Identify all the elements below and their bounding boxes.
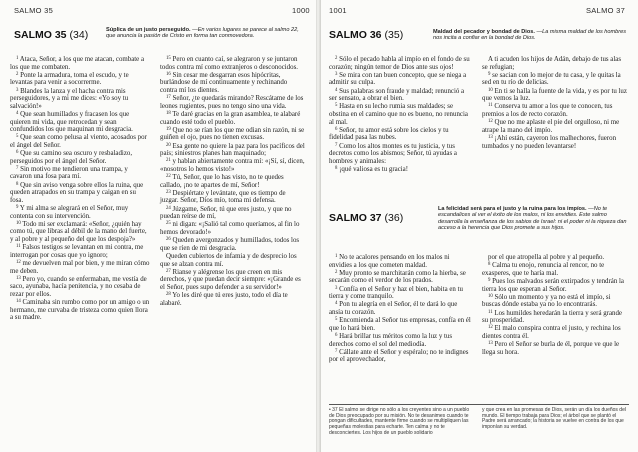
verse xyxy=(482,325,628,340)
verse xyxy=(482,294,628,309)
verse xyxy=(482,72,628,87)
psalm-36-number: (35) xyxy=(384,29,404,41)
verse-number: 3 xyxy=(335,71,338,77)
verse-number: 5 xyxy=(16,134,19,140)
verse xyxy=(482,254,628,262)
verse xyxy=(10,260,150,275)
psalm-37-title: SALMO 37 (36) xyxy=(329,212,404,224)
verse xyxy=(329,270,473,285)
verse-number: 24 xyxy=(166,205,171,211)
verse-number: 9 xyxy=(488,277,491,283)
verse-number: 8 xyxy=(488,262,491,268)
verse xyxy=(482,135,628,150)
verse xyxy=(160,111,305,126)
running-head-left: SALMO 35 xyxy=(14,6,54,15)
verse-text: Pues los malvados serán extirpados y tendrán la tierra los que esperan al Señor. xyxy=(482,277,624,293)
verse-text: Hará brillar tus méritos como la luz y tus derechos como el sol del mediodía. xyxy=(329,332,453,348)
verse-number: 9 xyxy=(488,71,491,77)
verse-number: 4 xyxy=(335,301,338,307)
footnote-column-2: y que crea en las promesas de Dios, serán un día los dueños del mundo. El tiempo trabaja para Dios; el árbol que se plantó el Padre será arrancado; la historia se vuelve en contra de los que imponían su verdad. xyxy=(482,407,626,431)
verse xyxy=(482,119,628,134)
verse xyxy=(160,143,305,158)
verse-number: 6 xyxy=(335,332,338,338)
verse-text: Muy pronto se marchitarán como la hierba, se secarán como el verdor de los prados. xyxy=(329,269,466,285)
verse xyxy=(329,317,473,332)
psalm-37-subtitle: La felicidad será para el justo y la ruina para los impíos. —No te escandalices al ver el éxito de los malos, ni los envidies. Este salmo desarrolla la enseñanza de los sabios de Israel: ni el poder ni la riqueza dan acceso a la herencia que Dios promete a sus hijos. xyxy=(438,206,627,231)
page-number-right: 1001 xyxy=(329,6,347,15)
verse-number: 3 xyxy=(335,285,338,291)
running-head-right: SALMO 37 xyxy=(586,6,626,15)
verse xyxy=(329,254,473,269)
verse-text: Tú, Señor, que lo has visto, no te quedes callado, ¡no te apartes de mí, Señor! xyxy=(160,174,284,189)
verse-text: En ti se halla la fuente de la vida, y es por tu luz que vemos la luz. xyxy=(482,87,627,103)
verse-number: 20 xyxy=(166,142,171,148)
verse xyxy=(10,221,150,244)
verse-number: 26 xyxy=(166,237,171,243)
verse-text: Sin motivo me tendieron una trampa, y cavaron una fosa para mí. xyxy=(10,165,128,181)
verse-text: Que sin aviso venga sobre ellos la ruina, que queden atrapados en su trampa y caigan en su fosa. xyxy=(10,181,144,204)
verse-number: 19 xyxy=(166,126,171,132)
verse-number: 4 xyxy=(16,110,19,116)
verse-text: Conserva tu amor a los que te conocen, tus premios a los de recto corazón. xyxy=(482,103,613,118)
verse xyxy=(482,262,628,277)
verse-text: Ponte la armadura, toma el escudo, y te levantas para venir a socorrerme. xyxy=(10,71,129,87)
verse xyxy=(329,286,473,301)
verse xyxy=(329,56,473,71)
verse xyxy=(482,103,628,118)
verse xyxy=(482,310,628,325)
verse-text: Confía en el Señor y haz el bien, habita en tu tierra y come tranquilo. xyxy=(329,285,463,301)
verse xyxy=(10,299,150,322)
footnote-divider xyxy=(329,404,629,405)
verse xyxy=(329,103,473,126)
verse-number: 10 xyxy=(16,220,21,226)
verse xyxy=(329,127,473,142)
verse xyxy=(160,190,305,205)
verse-number: 8 xyxy=(16,181,19,187)
psalm-36-column-2 xyxy=(482,56,628,150)
verse-text: A ti acuden los hijos de Adán, debajo de tus alas se refugian; xyxy=(482,56,622,71)
verse xyxy=(160,292,305,307)
verse-text: Sus palabras son fraude y maldad; renunció a ser sensato, a obrar el bien. xyxy=(329,87,465,103)
verse-text: Pero el Señor se burla de él, porque ve que le llega su hora. xyxy=(482,341,620,356)
verse-number: 8 xyxy=(335,165,338,171)
verse-text: Yo les diré que tú eres justo, todo el día te alabaré. xyxy=(160,292,288,307)
verse-text: Queden avergonzados y humillados, todos los que se ríen de mi desgracia. xyxy=(160,237,300,252)
psalm-36-subtitle: Maldad del pecador y bondad de Dios. —La misma maldad de los hombres nos incita a confiar en la bondad de Dios. xyxy=(433,29,627,42)
verse-text: Caminaba sin rumbo como por un amigo o un hermano, me curvaba de tristeza como quien llora a su madre. xyxy=(10,299,150,322)
verse-number: 5 xyxy=(335,317,338,323)
verse-text: me devuelven mal por bien, y me miran cómo me deben. xyxy=(10,259,150,275)
verse-text: Señor, ¿te quedarás mirando? Rescátame de los leones rugientes, pues no tengo sino una vida. xyxy=(160,95,304,110)
verse-number: 12 xyxy=(488,119,493,125)
verse xyxy=(160,127,305,142)
verse-text: ni digan: «¡Salió tal como queríamos, al fin lo hemos devorado!» xyxy=(160,221,300,236)
verse-text: Falsos testigos se levantan en mi contra, me interrogan por cosas que yo ignoro; xyxy=(10,244,144,259)
verse xyxy=(160,253,305,268)
verse xyxy=(10,205,150,220)
verse-text: Pero en cuanto caí, se alegraron y se juntaron todos contra mí como extranjeros o desconocidos. xyxy=(160,56,298,71)
verse xyxy=(482,56,628,71)
verse xyxy=(329,349,473,364)
verse-text: Todo mi ser exclamará: «Señor, ¿quién hay como tú, que libras al débil de la mano del fuerte, y al pobre y al pequeño del que los despoja?» xyxy=(10,220,147,243)
verse xyxy=(160,72,305,95)
psalm-35-subtitle: Súplica de un justo perseguido. —En varios lugares se parece al salmo 22, que anuncia la pasión de Cristo en forma tan conmovedora. xyxy=(106,27,299,40)
verse-number: 7 xyxy=(335,142,338,148)
verse-number: 1 xyxy=(335,254,338,259)
verse-number: 7 xyxy=(335,348,338,354)
verse-text: por el que atropella al pobre y al pequeño. xyxy=(488,254,605,261)
verse-number: 4 xyxy=(335,87,338,93)
verse xyxy=(329,301,473,316)
verse-number: 23 xyxy=(166,189,171,195)
verse-number: 15 xyxy=(166,56,171,61)
verse xyxy=(329,72,473,87)
verse xyxy=(10,56,150,71)
verse xyxy=(160,158,305,173)
verse-number: 13 xyxy=(16,275,21,281)
verse xyxy=(10,111,150,134)
verse xyxy=(10,150,150,165)
verse-number: 13 xyxy=(488,341,493,347)
verse-text: Encomienda al Señor tus empresas, confía en él que lo hará bien. xyxy=(329,317,471,332)
verse-text: ¡Ahí están, cayeron los malhechores, fueron tumbados y no pueden levantarse! xyxy=(482,134,617,150)
verse-number: 22 xyxy=(166,174,171,180)
verse xyxy=(160,95,305,110)
verse-text: Pon tu alegría en el Señor, él te dará lo que ansía tu corazón. xyxy=(329,301,458,316)
verse-number: 6 xyxy=(16,150,19,156)
verse-text: Queden cubiertos de infamia y de desprecio los que se alzan contra mí. xyxy=(160,252,297,268)
verse-text: Blandes la lanza y el hacha contra mis perseguidores, y a mi me dices: «Yo soy tu salvación!» xyxy=(10,87,129,110)
verse-number: 2 xyxy=(16,71,19,77)
verse-text: Los humildes heredarán la tierra y será grande su prosperidad. xyxy=(482,309,622,325)
verse-number: 11 xyxy=(488,103,493,109)
verse xyxy=(10,276,150,299)
verse xyxy=(329,333,473,348)
verse-number: 10 xyxy=(488,293,493,299)
psalm-37-column-1 xyxy=(329,254,473,364)
psalm-35-column-2 xyxy=(160,56,305,307)
verse-text: Que su camino sea oscuro y resbaladizo, perseguidos por el ángel del Señor. xyxy=(10,150,133,165)
verse-text: El malo conspira contra el justo, y rechina los dientes contra él. xyxy=(482,325,621,340)
verse-number: 25 xyxy=(166,221,171,227)
verse-text: Despiértate y levántate, que es tiempo de juzgar. Señor, Dios mío, toma mi defensa. xyxy=(160,189,286,205)
verse-text: Señor, tu amor está sobre los cielos y tu fidelidad pasa las nubes. xyxy=(329,126,449,142)
psalm-36-title: SALMO 36 (35) xyxy=(329,29,404,41)
verse-text: y hablan abiertamente contra mí: «¡Sí, sí, dicen, «nosotros lo hemos visto!» xyxy=(160,158,305,173)
verse-text: Se mira con tan buen concepto, que se niega a admitir su culpa. xyxy=(329,71,467,87)
verse-text: Júzgame, Señor, tú que eres justo, y que no puedan reírse de mí, xyxy=(160,205,292,221)
verse xyxy=(10,72,150,87)
verse-text: Calma tu enojo, renuncia al rencor, no te exasperes, que te haría mal. xyxy=(482,262,605,277)
verse xyxy=(160,56,305,71)
psalm-35-column-1 xyxy=(10,56,150,322)
footnote-column-1: • 37 El salmo se dirige no sólo a los creyentes sino a un pueblo de Dios preocupado por su misión. No te desanimes cuando te pongan dificultades, mantente firme cuando se multipliquen las pequeñas molestias para echarte. Ten calma y no te desconciertes. Los hijos de un pueblo solidario xyxy=(329,407,470,436)
verse-number: 9 xyxy=(16,205,19,211)
verse xyxy=(329,143,473,166)
verse xyxy=(160,221,305,236)
verse-number: 2 xyxy=(335,56,338,61)
verse xyxy=(10,134,150,149)
verse-text: Pero yo, cuando se enfermaban, me vestía de saco, ayunaba, hacía penitencia, y no cesaba de rezar por ellos. xyxy=(10,275,147,298)
verse-text: se sacian con lo mejor de tu casa, y le quitas la sed en tu río de delicias. xyxy=(482,71,621,87)
page-number-left: 1000 xyxy=(292,6,310,15)
verse-number: 5 xyxy=(335,103,338,109)
verse-number: 27 xyxy=(166,268,171,274)
verse-number: 28 xyxy=(166,292,171,298)
verse xyxy=(482,88,628,103)
verse xyxy=(160,206,305,221)
verse-text: Sin cesar me desgarran esos hipócritas, burlándose de mí continuamente y rechinando contra mí los dientes. xyxy=(160,71,288,94)
verse xyxy=(482,278,628,293)
verse-number: 11 xyxy=(488,309,493,315)
verse-text: Sólo un momento y ya no está el impío, si buscas dónde estaba ya no lo encontrarás. xyxy=(482,293,611,309)
verse-text: Cállate ante el Señor y espéralo; no te indignes por el aprovechador, xyxy=(329,348,469,364)
psalm-36-column-1 xyxy=(329,56,473,173)
right-page xyxy=(320,0,638,452)
psalm-35-number: (34) xyxy=(69,29,89,41)
verse xyxy=(10,88,150,111)
verse-text: Como los altos montes es tu justicia, y tus decretos como los abismos; Señor, tú ayudas a hombres y animales: xyxy=(329,142,457,165)
verse-number: 1 xyxy=(16,56,19,61)
verse-text: Y mi alma se alegrará en el Señor, muy contenta con su intervención. xyxy=(10,205,129,220)
verse-text: Rianse y alégrense los que creen en mis derechos, y que puedan decir siempre: «¡Grande es el Señor, pues supo defender a su servidor!» xyxy=(160,268,301,291)
verse xyxy=(10,166,150,181)
verse xyxy=(10,182,150,205)
verse xyxy=(482,341,628,356)
psalm-37-number: (36) xyxy=(384,212,404,224)
verse-number: 14 xyxy=(16,299,21,305)
verse-number: 7 xyxy=(16,165,19,171)
verse xyxy=(329,166,473,174)
verse-text: Que sean humillados y fracasen los que quieren mi vida, que retrocedan y sean confundidos los que maquinan mi desgracia. xyxy=(10,110,133,134)
verse-text: Que no me aplaste el pie del orgulloso, ni me atrape la mano del impío. xyxy=(482,119,620,134)
verse-text: Sólo el pecado habla al impío en el fondo de su corazón; ningún temor de Dios ante sus ojos! xyxy=(329,56,470,71)
verse-text: Que sean como pelusa al viento, acosados por el ángel del Señor. xyxy=(10,134,147,149)
verse-text: No te acalores pensando en los malos ni envidies a los que cometen maldad. xyxy=(329,254,450,269)
verse-number: 2 xyxy=(335,269,338,275)
verse-number: 16 xyxy=(166,71,171,77)
verse xyxy=(160,237,305,252)
verse xyxy=(329,88,473,103)
verse-text: Te daré gracias en la gran asamblea, te alabaré cuando esté todo el pueblo. xyxy=(160,110,301,126)
psalm-35-title: SALMO 35 (34) xyxy=(14,29,89,41)
verse xyxy=(160,174,305,189)
psalm-37-column-2 xyxy=(482,254,628,356)
verse-text: Esa gente no quiere la paz para los pacíficos del país; siniestros planes han maquinado; xyxy=(160,142,305,158)
verse-number: 10 xyxy=(488,87,493,93)
verse-number: 17 xyxy=(166,95,171,101)
verse-text: Ataca, Señor, a los que me atacan, combate a los que me combaten. xyxy=(10,56,145,71)
verse-number: 3 xyxy=(16,87,19,93)
verse-text: Que no se rían los que me odian sin razón, ni se guiñen el ojo, pues no tienen excusas. xyxy=(160,126,305,142)
verse-number: 13 xyxy=(488,134,493,140)
verse-number: 12 xyxy=(16,259,21,265)
verse-number: 12 xyxy=(488,325,493,331)
verse xyxy=(160,269,305,292)
verse-text: ¡qué valiosa es tu gracia! xyxy=(339,165,409,173)
verse xyxy=(10,244,150,259)
verse-number: 11 xyxy=(16,244,21,250)
verse-number: 18 xyxy=(166,110,171,116)
verse-number: 6 xyxy=(335,126,338,132)
left-page xyxy=(0,0,318,452)
verse-text: Hasta en su lecho rumia sus maldades; se obstina en el camino que no es bueno, no renuncia al mal. xyxy=(329,103,468,126)
verse-number: 21 xyxy=(166,158,171,164)
